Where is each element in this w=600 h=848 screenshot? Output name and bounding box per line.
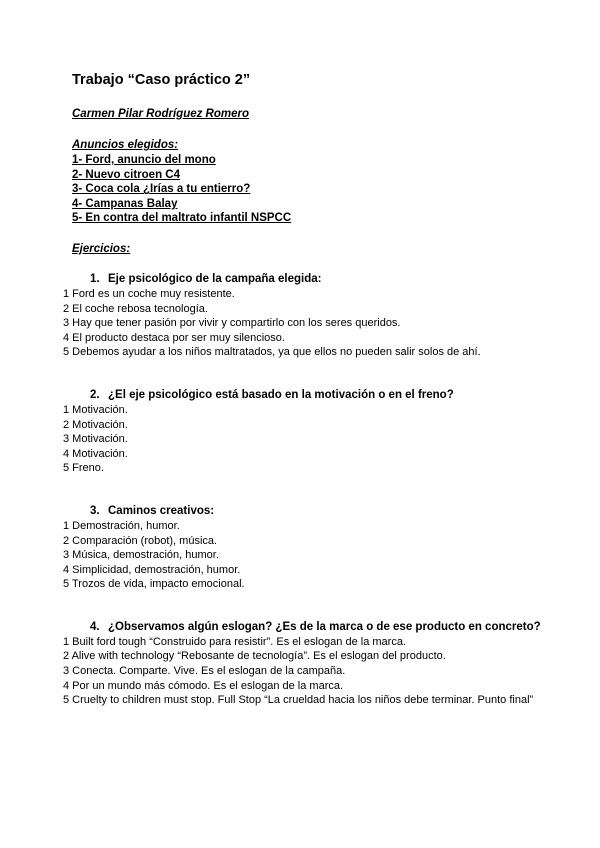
answer-list (63, 519, 542, 592)
answer-item: 2 Alive with technology “Rebosante de tecnología”. Es el eslogan del producto. (63, 650, 446, 663)
answer-item: 5 Debemos ayudar a los niños maltratados, ya que ellos no pueden salir solos de ahí. (63, 346, 481, 359)
ad-item: 2- Nuevo citroen C4 (72, 168, 180, 181)
answer-item: 2 Comparación (robot), música. (63, 534, 218, 547)
document-page (63, 70, 542, 708)
ad-item: 4- Campanas Balay (72, 197, 178, 210)
question-heading (72, 620, 542, 635)
answer-item: 5 Trozos de vida, impacto emocional. (63, 578, 245, 591)
answer-item: 1 Ford es un coche muy resistente. (63, 287, 235, 300)
question-number: 3. (90, 504, 100, 517)
question-text: Eje psicológico de la campaña elegida: (108, 272, 322, 285)
answer-list (63, 635, 542, 708)
answer-item: 4 Simplicidad, demostración, humor. (63, 563, 241, 576)
answer-item: 1 Motivación. (63, 403, 128, 416)
ads-list (72, 153, 542, 226)
answer-list (63, 287, 542, 360)
answer-list (63, 403, 542, 476)
question-number: 1. (90, 272, 100, 285)
answer-item: 4 El producto destaca por ser muy silencioso. (63, 331, 285, 344)
answer-item: 1 Built ford tough “Construido para resistir”. Es el eslogan de la marca. (63, 635, 406, 648)
answer-item: 2 Motivación. (63, 418, 128, 431)
ad-item: 1- Ford, anuncio del mono (72, 154, 216, 166)
ads-heading: Anuncios elegidos: (72, 139, 179, 151)
answer-item: 4 Por un mundo más cómodo. Es el eslogan de la marca. (63, 679, 344, 692)
question-heading (72, 388, 542, 403)
question-text: Caminos creativos: (108, 504, 215, 517)
question-text: ¿El eje psicológico está basado en la motivación o en el freno? (108, 388, 454, 401)
question-heading (72, 504, 542, 519)
answer-item: 3 Música, demostración, humor. (63, 549, 219, 562)
question-text: ¿Observamos algún eslogan? ¿Es de la marca o de ese producto en concreto? (108, 620, 541, 633)
question-section-4 (63, 620, 542, 708)
question-section-3 (63, 504, 542, 592)
ad-item: 5- En contra del maltrato infantil NSPCC (72, 212, 292, 225)
answer-item: 2 El coche rebosa tecnología. (63, 302, 208, 315)
exercises-heading: Ejercicios: (72, 242, 131, 255)
document-title: Trabajo “Caso práctico 2” (72, 72, 251, 88)
question-heading (72, 272, 542, 287)
answer-item: 4 Motivación. (63, 447, 128, 460)
question-number: 4. (90, 620, 100, 633)
answer-item: 1 Demostración, humor. (63, 519, 180, 532)
answer-item: 5 Cruelty to children must stop. Full Stop “La crueldad hacia los niños debe terminar. Punto final” (63, 694, 534, 707)
answer-item: 5 Freno. (63, 462, 104, 475)
ad-item: 3- Coca cola ¿Irías a tu entierro? (72, 183, 251, 196)
answer-item: 3 Hay que tener pasión por vivir y compartirlo con los seres queridos. (63, 317, 401, 330)
answer-item: 3 Conecta. Comparte. Vive. Es el eslogan de la campaña. (63, 665, 346, 678)
author-name: Carmen Pilar Rodríguez Romero (72, 108, 250, 120)
question-section-2 (63, 388, 542, 476)
answer-item: 3 Motivación. (63, 433, 128, 446)
question-number: 2. (90, 388, 100, 401)
question-section-1 (63, 272, 542, 360)
